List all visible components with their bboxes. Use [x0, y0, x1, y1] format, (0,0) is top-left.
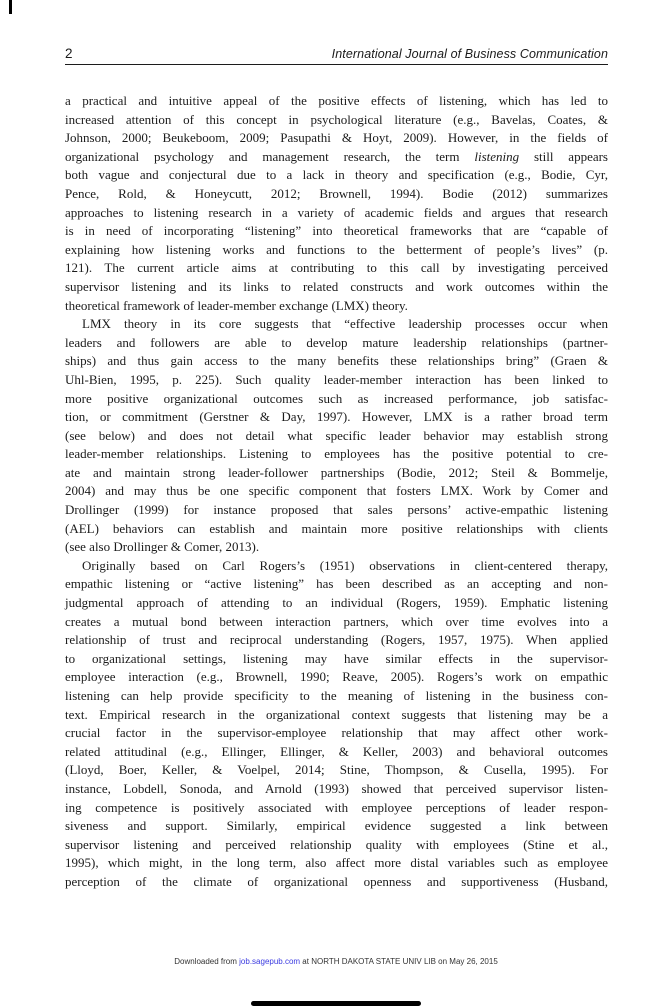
scan-artifact-top [9, 0, 12, 14]
text-line: is in need of incorporating “listening” into theoretical frameworks that are “capable of [65, 223, 608, 239]
text-line: leader-member relationships. Listening to employees has the positive potential to cre- [65, 446, 608, 462]
paragraph [65, 557, 608, 892]
text-line: theoretical framework of leader-member exchange (LMX) theory. [65, 297, 408, 313]
text-line: supervisor listening and perceived relationship quality with employees (Stine et al., [65, 836, 608, 852]
text-line: employee interaction (e.g., Brownell, 1990; Reave, 2005). Rogers’s work on empathic [65, 669, 608, 685]
text-line: both vague and conjectural due to a lack in theory and specification (e.g., Bodie, Cyr, [65, 167, 608, 183]
text-line: organizational psychology and management research, the term listening still appears [65, 148, 608, 164]
text-line: increased attention of this concept in psychological literature (e.g., Bavelas, Coates, & [65, 111, 608, 127]
text-line: Johnson, 2000; Beukeboom, 2009; Pasupathi & Hoyt, 2009). However, in the fields of [65, 130, 608, 146]
download-notice [0, 957, 672, 966]
text-line: leaders and followers are able to develop mature leadership relationships (partner- [65, 334, 608, 350]
text-line: ing competence is positively associated with employee perceptions of leader respon- [65, 799, 608, 815]
page-number: 2 [65, 46, 73, 61]
text-line: listening can help provide specificity to the meaning of listening in the business con- [65, 688, 608, 703]
page-header [65, 46, 608, 65]
text-line: judgmental approach of attending to an individual (Rogers, 1959). Emphatic listening [65, 595, 608, 611]
text-line: supervisor listening and its links to related constructs and work outcomes within the [65, 278, 608, 294]
text-line: relationship of trust and reciprocal understanding (Rogers, 1957, 1975). When applied [65, 632, 608, 648]
text-line: empathic listening or “active listening” has been described as an accepting and non- [65, 576, 608, 592]
paragraph [65, 92, 608, 315]
sagepub-link[interactable]: job.sagepub.com [239, 957, 301, 966]
text-line: Drollinger (1999) for instance proposed that sales persons’ active-empathic listening [65, 502, 608, 518]
text-line: creates a mutual bond between interaction partners, which over time evolves into a [65, 613, 608, 629]
text-line: approaches to listening research in a variety of academic fields and argues that research [65, 204, 608, 220]
text-line: (see also Drollinger & Comer, 2013). [65, 539, 260, 555]
text-line: related attitudinal (e.g., Ellinger, Ellinger, & Keller, 2003) and behavioral outcomes [65, 743, 608, 759]
text-line: (see below) and does not detail what specific leader behavior may establish strong [65, 427, 608, 443]
text-line: (AEL) behaviors can establish and maintain more positive relationships with clients [65, 520, 608, 536]
download-notice-prefix: Downloaded from [174, 957, 240, 966]
text-line: Uhl-Bien, 1995, p. 225). Such quality leader-member interaction has been linked to [65, 371, 608, 387]
text-line: perception of the climate of organizational openness and supportiveness (Husband, [65, 873, 608, 889]
journal-title: International Journal of Business Communication [331, 47, 608, 61]
text-line: explaining how listening works and functions to the betterment of people’s lives” (p. [65, 241, 608, 257]
text-line: more positive organizational outcomes such as increased performance, job satisfac- [65, 390, 608, 406]
text-line: 2004) and may thus be one specific component that fosters LMX. Work by Comer and [65, 483, 608, 499]
text-line: crucial factor in the supervisor-employee relationship that may affect other work- [65, 725, 608, 741]
text-line: a practical and intuitive appeal of the positive effects of listening, which has led to [65, 93, 608, 108]
text-line: (Lloyd, Boer, Keller, & Voelpel, 2014; Stine, Thompson, & Cusella, 1995). For [65, 762, 608, 778]
text-line: to organizational settings, listening may have similar effects in the supervisor- [65, 650, 608, 666]
text-line: text. Empirical research in the organizational context suggests that listening may be a [65, 706, 608, 722]
article-body [65, 92, 608, 892]
text-line: instance, Lobdell, Sonoda, and Arnold (1993) showed that perceived supervisor listen- [65, 780, 608, 796]
text-line: Originally based on Carl Rogers’s (1951) observations in client-centered therapy, [82, 557, 608, 573]
text-line: 121). The current article aims at contributing to this call by investigating perceived [65, 260, 608, 276]
text-line: ships) and thus gain access to the many benefits these relationships bring” (Graen & [65, 353, 608, 369]
text-line: tion, or commitment (Gerstner & Day, 1997). However, LMX is a rather broad term [65, 409, 608, 425]
text-line: 1995), which might, in the long term, also affect more distal variables such as employee [65, 855, 608, 871]
text-line: ate and maintain strong leader-follower partnerships (Bodie, 2012; Steil & Bommelje, [65, 464, 608, 480]
download-notice-suffix: at NORTH DAKOTA STATE UNIV LIB on May 26, 2015 [300, 957, 498, 966]
text-line: siveness and support. Similarly, empirical evidence suggested a link between [65, 818, 608, 834]
text-line: LMX theory in its core suggests that “effective leadership processes occur when [82, 316, 608, 332]
text-line: Pence, Rold, & Honeycutt, 2012; Brownell, 1994). Bodie (2012) summarizes [65, 185, 608, 201]
paragraph [65, 315, 608, 557]
scan-artifact-bottom [251, 1001, 421, 1006]
